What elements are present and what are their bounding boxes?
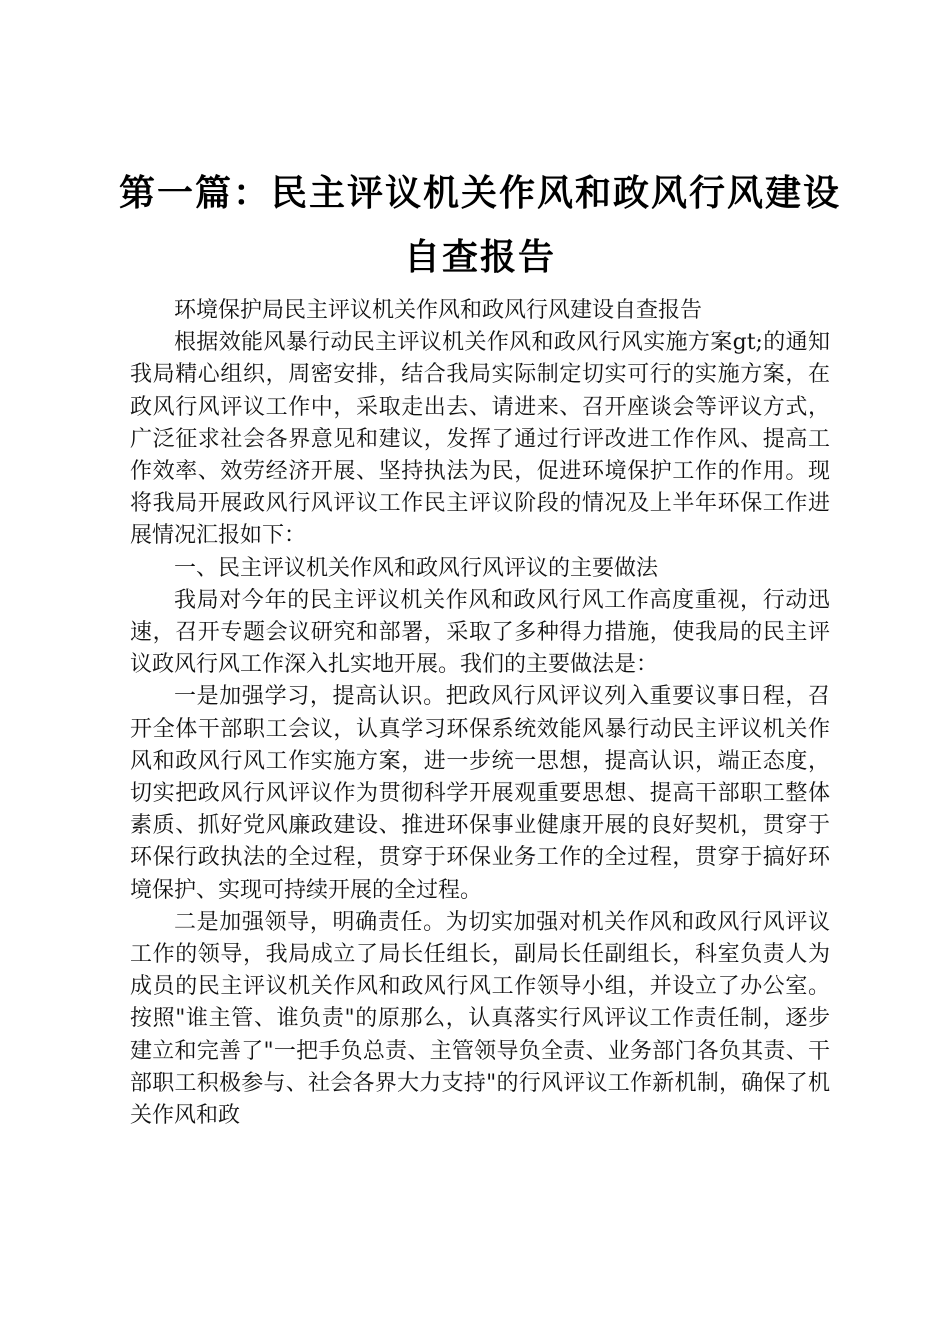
document-body bbox=[130, 295, 830, 1132]
paragraph-point-one: 一是加强学习，提高认识。把政风行风评议列入重要议事日程，召开全体干部职工会议，认真学习环保系统效能风暴行动民主评议机关作风和政风行风工作实施方案，进一步统一思想，提高认识，端正态度，切实把政风行风评议作为贯彻科学开展观重要思想、提高干部职工整体素质、抓好党风廉政建设、推进环保事业健康开展的良好契机，贯穿于环保行政执法的全过程，贯穿于环保业务工作的全过程，贯穿于搞好环境保护、实现可持续开展的全过程。 bbox=[130, 684, 830, 903]
paragraph-overview: 我局对今年的民主评议机关作风和政风行风工作高度重视，行动迅速，召开专题会议研究和部署，采取了多种得力措施，使我局的民主评议政风行风工作深入扎实地开展。我们的主要做法是： bbox=[130, 587, 830, 678]
paragraph-subtitle: 环境保护局民主评议机关作风和政风行风建设自查报告 bbox=[174, 298, 703, 323]
section-heading: 一、民主评议机关作风和政风行风评议的主要做法 bbox=[174, 555, 659, 581]
paragraph-intro: 根据效能风暴行动民主评议机关作风和政风行风实施方案gt;的通知我局精心组织，周密安排，结合我局实际制定切实可行的实施方案，在政风行风评议工作中，采取走出去、请进来、召开座谈会等评议方式，广泛征求社会各界意见和建议，发挥了通过行评改进工作作风、提高工作效率、效劳经济开展、坚持执法为民，促进环境保护工作的作用。现将我局开展政风行风评议工作民主评议阶段的情况及上半年环保工作进展情况汇报如下： bbox=[130, 330, 830, 549]
paragraph-point-two: 二是加强领导，明确责任。为切实加强对机关作风和政风行风评议工作的领导，我局成立了局长任组长，副局长任副组长，科室负责人为成员的民主评议机关作风和政风行风工作领导小组，并设立了办公室。按照"谁主管、谁负责"的原那么，认真落实行风评议工作责任制，逐步建立和完善了"一把手负总责、主管领导负全责、业务部门各负其责、干部职工积极参与、社会各界大力支持"的行风评议工作新机制，确保了机关作风和政 bbox=[130, 909, 830, 1129]
document-title: 第一篇：民主评议机关作风和政风行风建设自查报告 bbox=[118, 173, 841, 278]
